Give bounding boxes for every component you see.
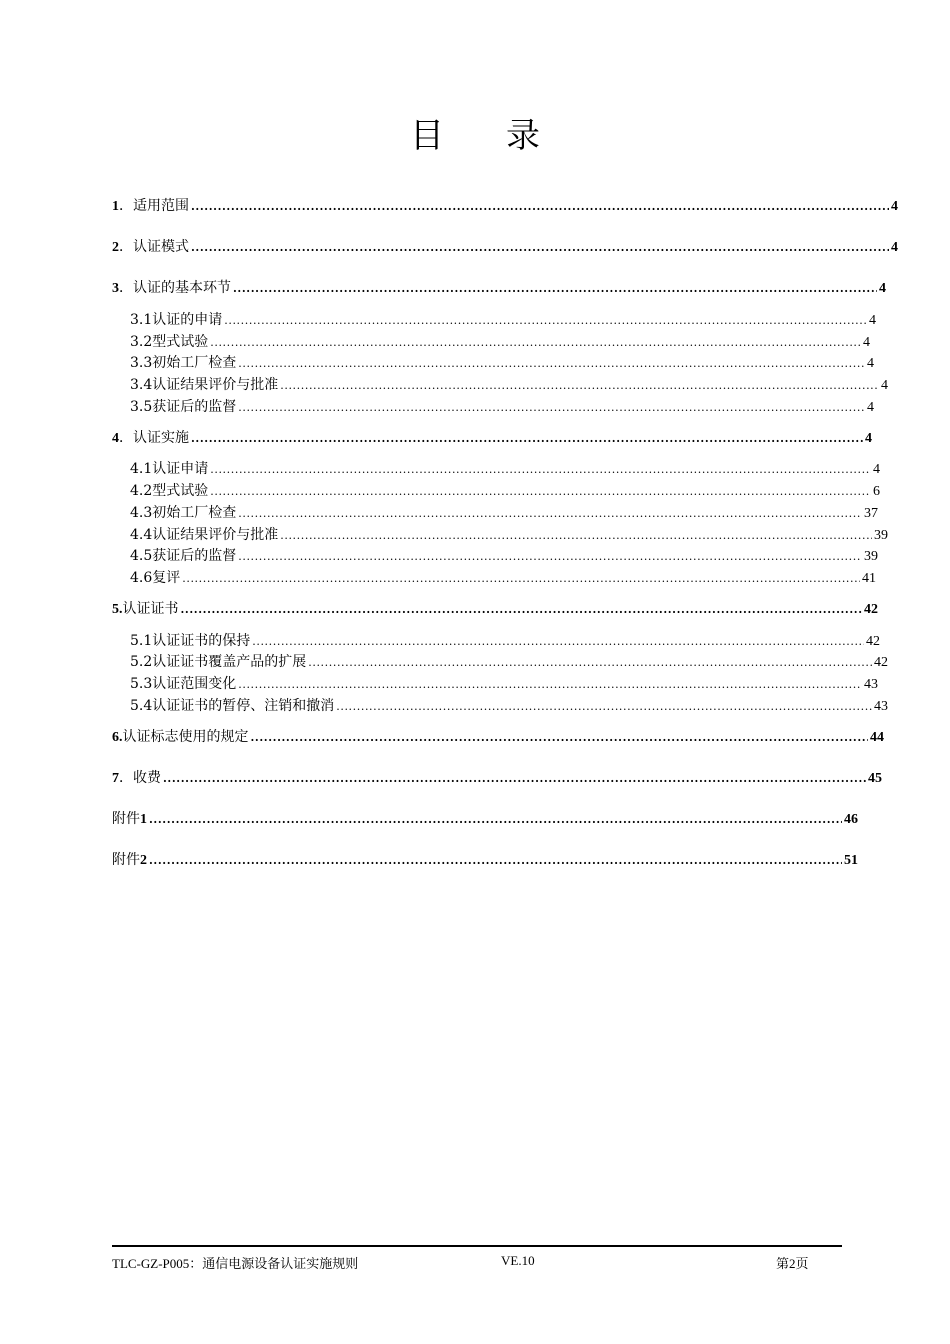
toc-entry-page: 4 [879, 281, 886, 296]
toc-leader [336, 700, 872, 713]
toc-subentry-page: 6 [873, 484, 880, 499]
toc-entry[interactable] [112, 849, 858, 869]
toc-leader [251, 731, 869, 744]
toc-subentry-label: 4.2型式试验 [130, 483, 209, 499]
toc-subentry-page: 37 [864, 506, 878, 521]
toc-entry[interactable] [112, 195, 898, 215]
toc-leader [252, 635, 864, 648]
toc-entry-label: 认证标志使用的规定 [122, 729, 249, 745]
toc-subentry[interactable] [130, 458, 880, 478]
toc-leader [149, 813, 842, 826]
toc-leader [238, 550, 862, 563]
toc-leader [238, 401, 865, 414]
toc-subentry-label: 4.1认证申请 [130, 461, 209, 477]
toc-subentry-page: 42 [866, 634, 880, 649]
toc-entry-number: 5. [112, 602, 123, 617]
toc-title [0, 108, 950, 157]
toc-entry-number: 1 [140, 812, 147, 827]
toc-entry[interactable] [112, 427, 872, 447]
toc-subentry-label: 3.1认证的申请 [130, 312, 223, 328]
toc-leader [238, 507, 862, 520]
toc-subentry-label: 5.2认证证书覆盖产品的扩展 [130, 654, 307, 670]
toc-entry-number: 7 [112, 771, 119, 786]
toc-entry-page: 4 [891, 199, 898, 214]
toc-leader [163, 772, 866, 785]
toc-subentry-page: 43 [874, 699, 888, 714]
toc-entry[interactable] [112, 726, 884, 746]
footer-version: VE.10 [501, 1253, 535, 1268]
toc-entry[interactable] [112, 236, 898, 256]
title-char-2: 录 [506, 116, 540, 156]
toc-leader [238, 678, 862, 691]
toc-entry-label: ．认证模式 [119, 239, 189, 255]
toc-entry-label: 附件 [112, 811, 140, 827]
toc-leader [238, 357, 865, 370]
toc-entry-page: 4 [865, 431, 872, 446]
toc-subentry[interactable] [130, 673, 878, 693]
toc-entry-page: 45 [868, 771, 882, 786]
toc-leader [210, 463, 871, 476]
toc-subentry-page: 42 [874, 655, 888, 670]
toc-subentry-page: 4 [867, 400, 874, 415]
toc-subentry-label: 3.4认证结果评价与批准 [130, 377, 279, 393]
toc-subentry-label: 3.3初始工厂检查 [130, 355, 237, 371]
toc-entry-page: 51 [844, 853, 858, 868]
toc-subentry-page: 4 [867, 356, 874, 371]
toc-leader [224, 314, 867, 327]
toc-leader [191, 200, 889, 213]
toc-subentry[interactable] [130, 331, 870, 351]
toc-entry-number: 4 [112, 431, 119, 446]
title-char-1: 目 [410, 116, 444, 156]
toc-entry-page: 46 [844, 812, 858, 827]
toc-leader [182, 572, 860, 585]
toc-subentry[interactable] [130, 352, 874, 372]
toc-leader [191, 432, 863, 445]
toc-entry-label: ．收费 [119, 770, 161, 786]
toc-entry-label: ．适用范围 [119, 198, 189, 214]
toc-entry-label: ．认证的基本环节 [119, 280, 231, 296]
toc-subentry[interactable] [130, 695, 888, 715]
toc-subentry[interactable] [130, 524, 888, 544]
toc-subentry-label: 5.3认证范围变化 [130, 676, 237, 692]
toc-entry-page: 44 [870, 730, 884, 745]
toc-subentry[interactable] [130, 480, 880, 500]
toc-subentry-label: 4.5获证后的监督 [130, 548, 237, 564]
toc-leader [210, 485, 871, 498]
toc-entry-number: 3 [112, 281, 119, 296]
toc-entry-number: 2 [140, 853, 147, 868]
toc-leader [280, 379, 879, 392]
toc-subentry-page: 41 [862, 571, 876, 586]
toc-entry-number: 1 [112, 199, 119, 214]
toc-leader [181, 603, 863, 616]
toc-subentry-page: 4 [881, 378, 888, 393]
toc-entry[interactable] [112, 767, 882, 787]
toc-subentry-label: 4.6复评 [130, 570, 181, 586]
toc-leader [233, 282, 877, 295]
toc-subentry-label: 3.5获证后的监督 [130, 399, 237, 415]
toc-leader [308, 656, 872, 669]
toc-entry-number: 2 [112, 240, 119, 255]
toc-leader [191, 241, 889, 254]
footer-rule [112, 1245, 842, 1247]
toc-subentry[interactable] [130, 567, 876, 587]
toc-entry-label: ．认证实施 [119, 430, 189, 446]
toc-subentry[interactable] [130, 630, 880, 650]
toc-subentry[interactable] [130, 651, 888, 671]
toc-subentry-label: 4.4认证结果评价与批准 [130, 527, 279, 543]
toc-entry[interactable] [112, 277, 886, 297]
toc-entry[interactable] [112, 598, 878, 618]
toc-entry-label: 认证证书 [122, 601, 179, 617]
toc-subentry-label: 5.4认证证书的暂停、注销和撤消 [130, 698, 335, 714]
toc-subentry-page: 4 [869, 313, 876, 328]
toc-leader [210, 336, 861, 349]
toc-subentry-label: 5.1认证证书的保持 [130, 633, 251, 649]
toc-subentry-label: 3.2型式试验 [130, 334, 209, 350]
toc-subentry[interactable] [130, 502, 878, 522]
toc-subentry-page: 43 [864, 677, 878, 692]
toc-entry-page: 4 [891, 240, 898, 255]
toc-subentry-page: 39 [874, 528, 888, 543]
footer-page-number: 第2页 [776, 1256, 809, 1271]
footer-document-name: TLC-GZ-P005：通信电源设备认证实施规则 [112, 1256, 359, 1271]
toc-subentry-label: 4.3初始工厂检查 [130, 505, 237, 521]
toc-subentry[interactable] [130, 309, 876, 329]
toc-subentry[interactable] [130, 545, 878, 565]
toc-entry-label: 附件 [112, 852, 140, 868]
toc-leader [280, 529, 872, 542]
toc-entry[interactable] [112, 808, 858, 828]
toc-entry-page: 42 [864, 602, 878, 617]
toc-subentry-page: 4 [863, 335, 870, 350]
toc-entry-number: 6. [112, 730, 123, 745]
toc-leader [149, 854, 842, 867]
toc-subentry-page: 39 [864, 549, 878, 564]
toc-subentry-page: 4 [873, 462, 880, 477]
toc-subentry[interactable] [130, 374, 888, 394]
toc-subentry[interactable] [130, 396, 874, 416]
